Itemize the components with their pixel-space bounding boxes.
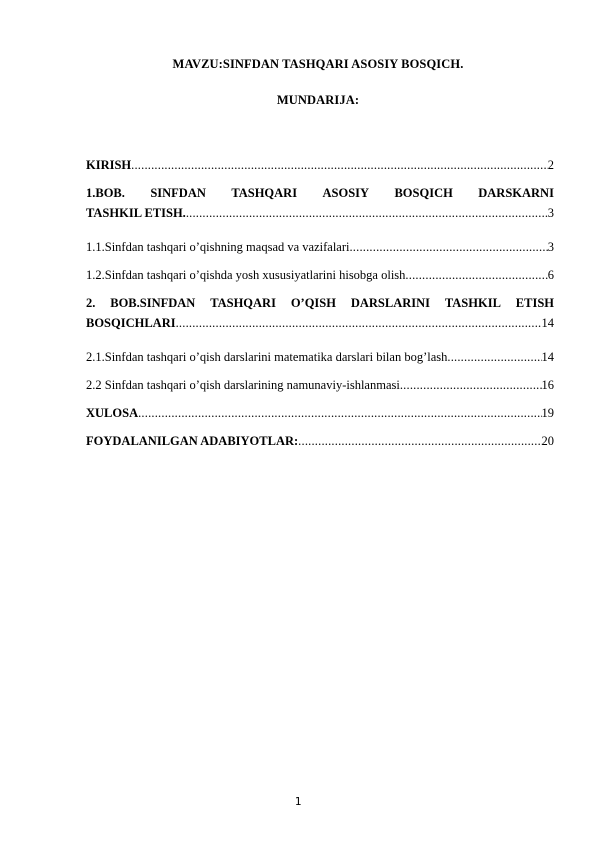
toc-page-number: 20: [541, 434, 554, 448]
toc-entry-title: XULOSA: [86, 406, 139, 420]
toc-word: DARSLARINI: [350, 296, 431, 310]
toc-entry-adabiyotlar[interactable]: [86, 431, 554, 451]
toc-leader-dots: [176, 313, 542, 333]
toc-leader-dots: [298, 431, 541, 451]
toc-page-number: 3: [547, 240, 554, 254]
toc-entry-title-line-2: TASHKIL ETISH.: [86, 206, 186, 220]
toc-entry-title: 2.2 Sinfdan tashqari o’qish darslarining namunaviy-ishlanmasi: [86, 378, 400, 392]
toc-word: TASHQARI: [210, 296, 276, 310]
toc-leader-dots: [138, 403, 541, 423]
toc-word: BOSQICH: [394, 186, 453, 200]
toc-page-number: 2: [547, 158, 554, 172]
toc-entry-chapter-2[interactable]: [86, 293, 554, 333]
toc-word: SINFDAN: [150, 186, 206, 200]
toc-page-number: 19: [541, 406, 554, 420]
toc-word: 1.BOB.: [86, 186, 125, 200]
toc-word: 2.: [86, 296, 96, 310]
toc-entry-title: 2.1.Sinfdan tashqari o’qish darslarini matematika darslari bilan bog’lash: [86, 350, 448, 364]
toc-entry-title: FOYDALANILGAN ADABIYOTLAR:: [86, 434, 299, 448]
toc-word: O’QISH: [290, 296, 336, 310]
toc-word: BOB.SINFDAN: [110, 296, 196, 310]
toc-entry-chapter-1[interactable]: [86, 183, 554, 223]
toc-leader-dots: [349, 237, 547, 257]
toc-leader-dots: [131, 155, 548, 175]
toc-leader-dots: [447, 347, 541, 367]
toc-page-number: 6: [547, 268, 554, 282]
toc-entry-title: 1.2.Sinfdan tashqari o’qishda yosh xususiyatlarini hisobga olish: [86, 268, 406, 282]
toc-leader-dots: [405, 265, 547, 285]
toc-entry-section-2-1[interactable]: [86, 347, 554, 367]
toc-entry-title-line-1: [86, 293, 554, 313]
toc-page-number: 14: [541, 316, 554, 330]
toc-entry-section-2-2[interactable]: [86, 375, 554, 395]
toc-page-number: 16: [541, 378, 554, 392]
toc-word: DARSKARNI: [478, 186, 554, 200]
toc-word: ASOSIY: [322, 186, 370, 200]
toc-entry-title: 1.1.Sinfdan tashqari o’qishning maqsad va vazifalari: [86, 240, 350, 254]
toc-page-number: 3: [547, 206, 554, 220]
toc-entry-xulosa[interactable]: [86, 403, 554, 423]
document-title: MAVZU:SINFDAN TASHQARI ASOSIY BOSQICH.: [172, 57, 464, 71]
table-of-contents-heading: MUNDARIJA:: [276, 93, 360, 107]
toc-entry-section-1-1[interactable]: [86, 237, 554, 257]
toc-entry-kirish[interactable]: [86, 155, 554, 175]
toc-entry-title-line-1: [86, 183, 554, 203]
toc-entry-title: KIRISH: [86, 158, 132, 172]
toc-leader-dots: [400, 375, 542, 395]
toc-entry-title-line-2: BOSQICHLARI: [86, 316, 176, 330]
toc-page-number: 14: [541, 350, 554, 364]
toc-leader-dots: [186, 203, 548, 223]
toc-word: TASHQARI: [231, 186, 298, 200]
toc-word: TASHKIL: [444, 296, 501, 310]
toc-entry-section-1-2[interactable]: [86, 265, 554, 285]
page-number: 1: [294, 795, 302, 808]
toc-word: ETISH: [515, 296, 554, 310]
